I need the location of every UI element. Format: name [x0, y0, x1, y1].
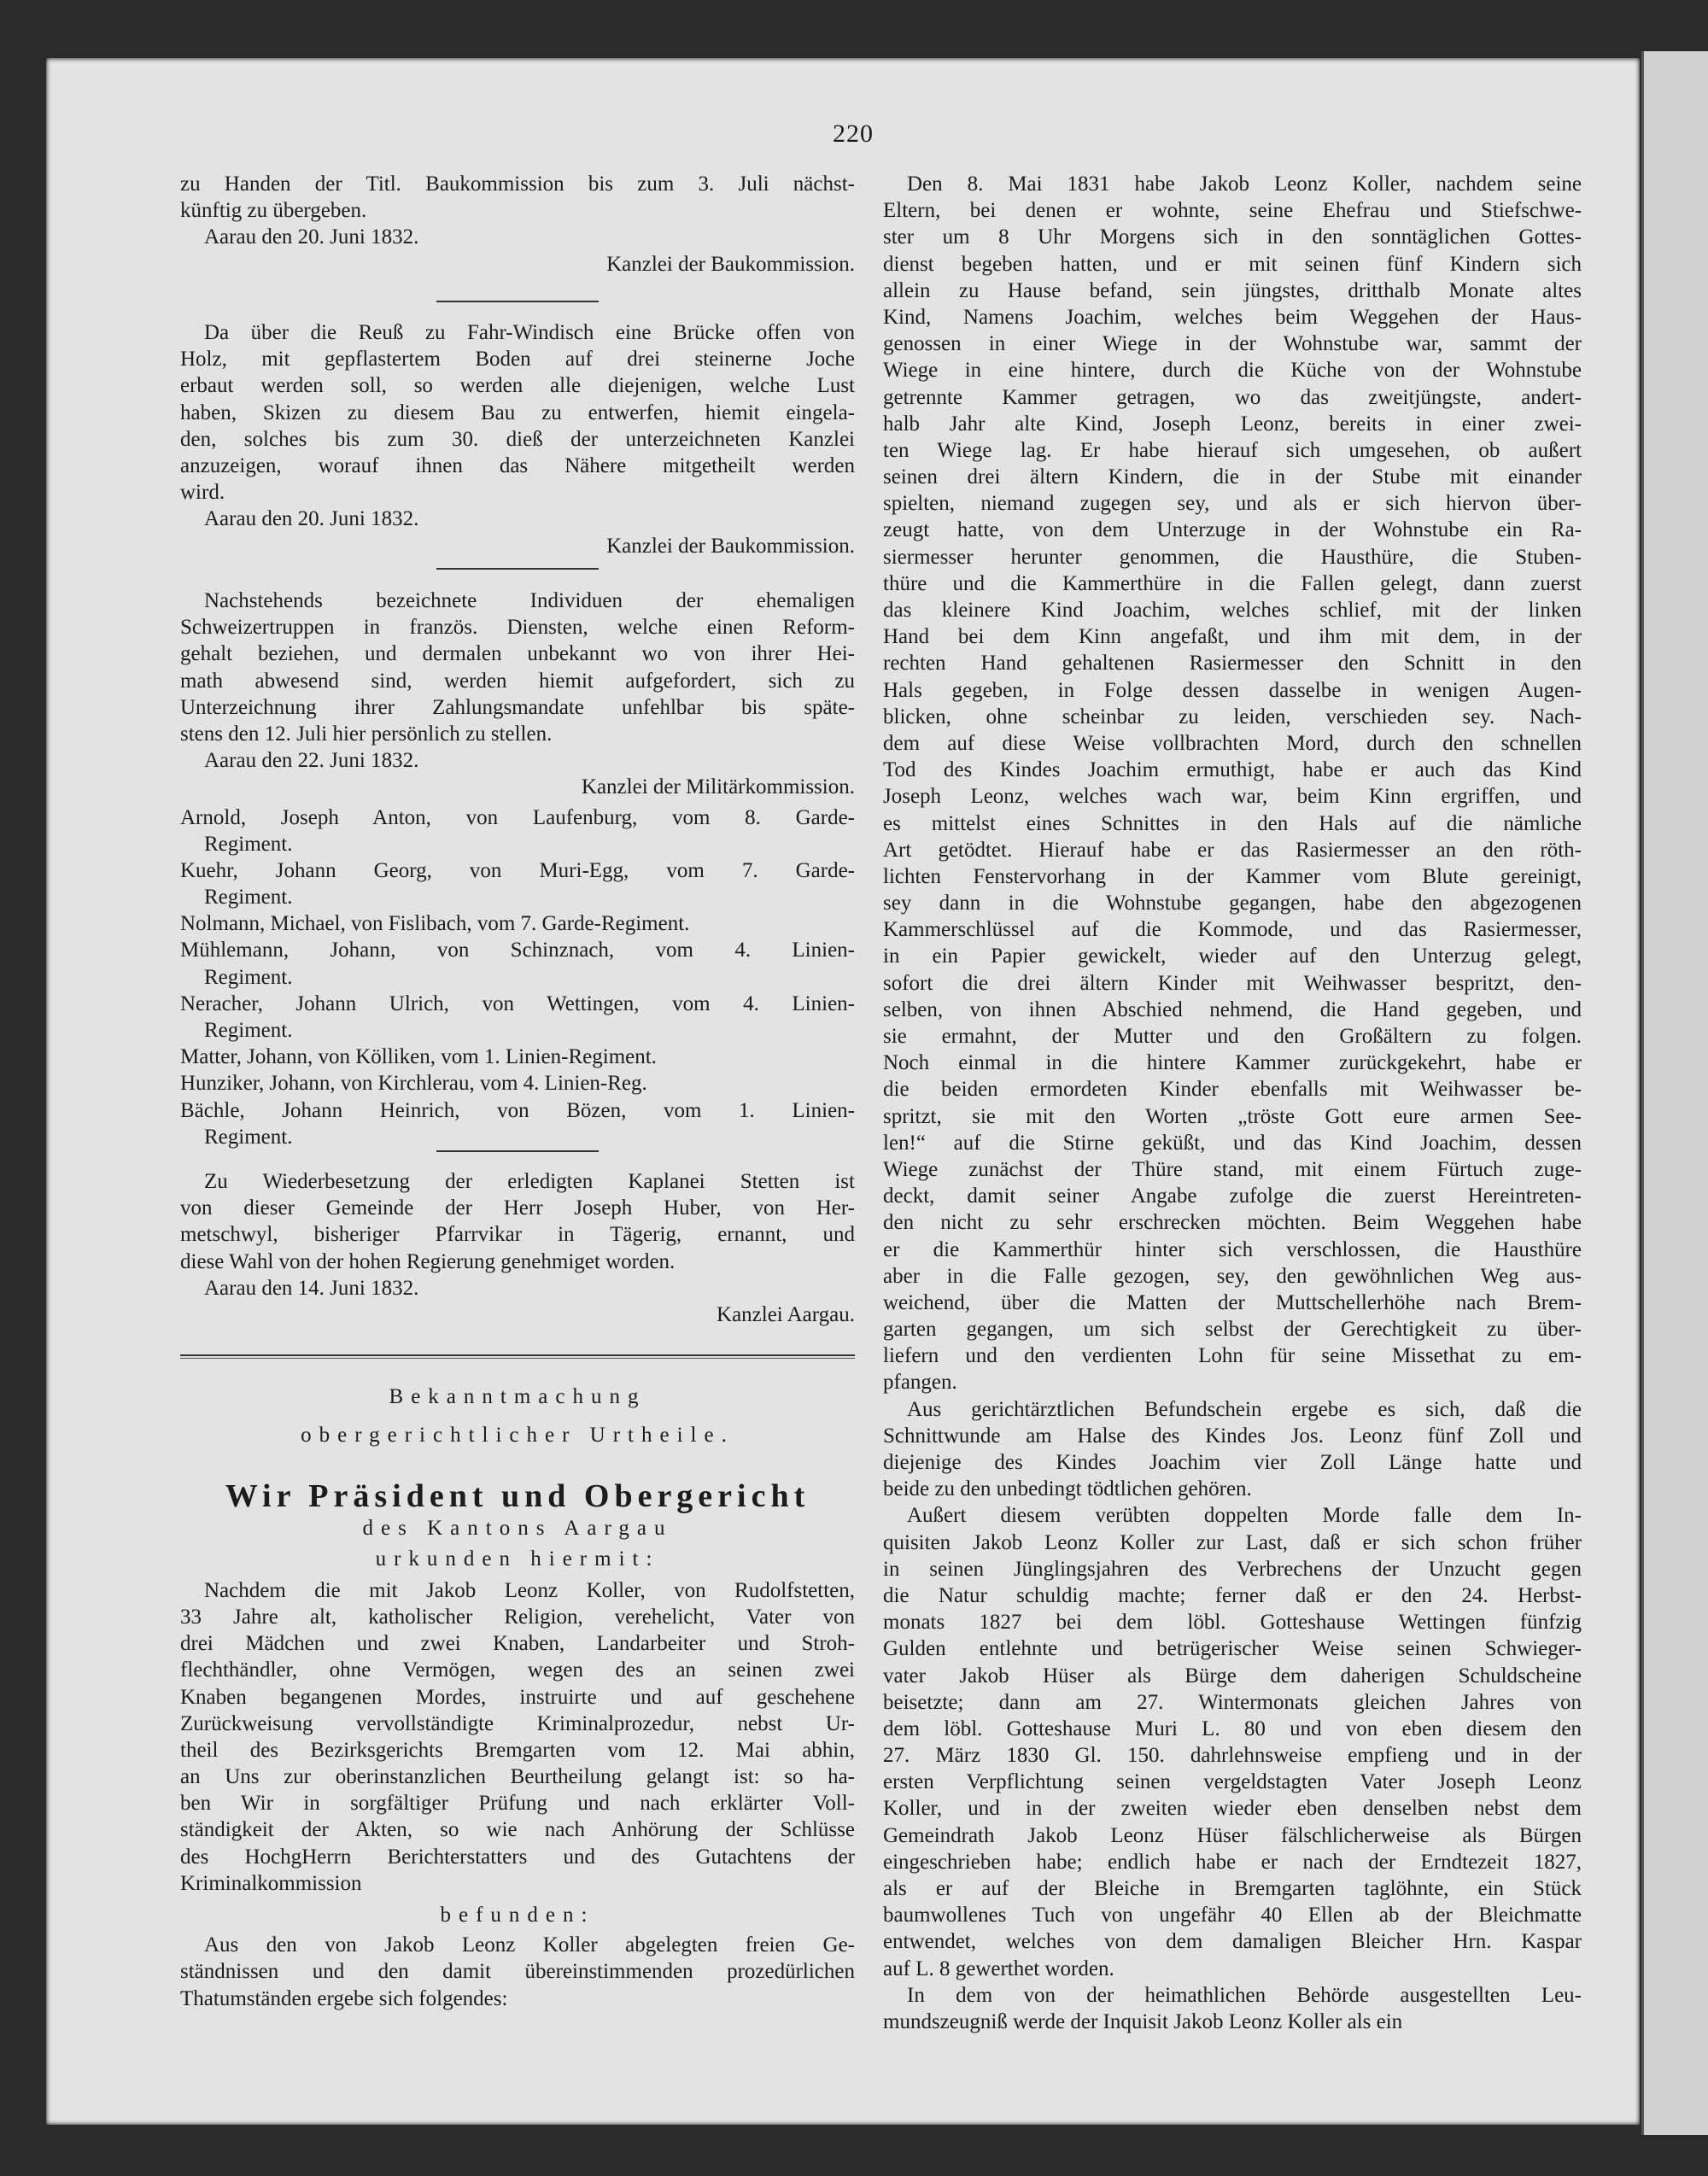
text-line: beisetzte; dann am 27. Wintermonats gleichen Jahres von — [883, 1690, 1582, 1714]
text-line: Kuehr, Johann Georg, von Muri-Egg, vom 7. Garde- — [180, 858, 855, 882]
text-line: er die Kammerthür hinter sich verschlossen, die Hausthüre — [883, 1237, 1582, 1261]
soldier-entry — [180, 1044, 855, 1070]
notice-signature: Kanzlei der Baukommission. — [606, 534, 855, 558]
text-line: Außert diesem verübten doppelten Morde falle dem In- — [907, 1504, 1582, 1528]
paragraph — [180, 171, 855, 224]
text-line: halb Jahr alte Kind, Joseph Leonz, bereits in einer zwei- — [883, 412, 1582, 436]
text-line: Tod des Kindes Joachim ermuthigt, habe er auch das Kind — [883, 758, 1582, 782]
text-line: stens den 12. Juli hier persönlich zu stellen. — [180, 722, 553, 746]
paragraph — [883, 1396, 1582, 1503]
text-line: garten gegangen, um sich selbst der Gerechtigkeit zu über- — [883, 1318, 1582, 1342]
text-line: es mittelst eines Schnittes in den Hals auf die nämliche — [883, 811, 1582, 835]
soldier-entry — [180, 910, 855, 937]
text-line: Da über die Reuß zu Fahr-Windisch eine Brücke offen von — [204, 321, 855, 344]
section-double-rule — [180, 1354, 855, 1359]
text-line: drei Mädchen und zwei Knaben, Landarbeiter und Stroh- — [180, 1632, 855, 1656]
text-line: monats 1827 bei dem löbl. Gotteshause Wettingen fünfzig — [883, 1611, 1582, 1635]
text-line: Nachdem die mit Jakob Leonz Koller, von Rudolfstetten, — [204, 1578, 855, 1602]
divider — [436, 1150, 599, 1152]
text-line: ersten Verpflichtung seinen vergeldstagten Vater Joseph Leonz — [883, 1770, 1582, 1794]
text-line: allein zu Hause befand, sein jüngstes, dritthalb Monate altes — [883, 278, 1582, 302]
text-line: Thatumständen ergebe sich folgendes: — [180, 1986, 508, 2010]
notice-signature: Kanzlei Aargau. — [717, 1302, 855, 1326]
text-line: Zu Wiederbesetzung der erledigten Kaplanei Stetten ist — [204, 1170, 855, 1193]
notice-date: Aarau den 20. Juni 1832. — [204, 507, 419, 531]
text-line: rechten Hand gehaltenen Rasiermesser den Schnitt in den — [883, 652, 1582, 676]
text-line: zeugt hatte, von dem Unterzuge in der Wohnstube ein Ra- — [883, 518, 1582, 542]
text-line: den, solches bis zum 30. dieß der unterzeichneten Kanzlei — [180, 427, 855, 451]
verdict-heading: Bekanntmachung — [389, 1385, 646, 1408]
text-line: math abwesend sind, werden hiemit aufgefordert, sich zu — [180, 669, 855, 693]
paragraph — [180, 1168, 855, 1275]
text-line: entwendet, welches von dem damaligen Bleicher Hrn. Kaspar — [883, 1930, 1582, 1954]
text-line: getrennte Kammer getragen, wo das zweitjüngste, andert- — [883, 385, 1582, 409]
paragraph — [180, 319, 855, 506]
text-line: Aus gerichtärztlichen Befundschein ergebe es sich, daß die — [907, 1397, 1582, 1421]
text-line: Regiment. — [204, 1125, 293, 1149]
text-line: diese Wahl von der hohen Regierung genehmiget worden. — [180, 1249, 676, 1273]
paragraph — [883, 1982, 1582, 2035]
text-line: diejenige des Kindes Joachim vier Zoll Länge hatte und — [883, 1451, 1582, 1474]
text-line: Knaben begangenen Mordes, instruirte und auf geschehene — [180, 1685, 855, 1709]
text-line: spielten, niemand zugegen sey, und als er sich hiervon über- — [883, 492, 1582, 516]
text-line: Hand bei dem Kinn angefaßt, und ihm mit dem, in der — [883, 625, 1582, 649]
text-line: Joseph Leonz, welches wach war, beim Kinn ergriffen, und — [883, 785, 1582, 809]
text-line: erbaut werden soll, so werden alle diejenigen, welche Lust — [180, 374, 855, 398]
text-line: haben, Skizen zu diesem Bau zu entwerfen, hiemit eingela- — [180, 401, 855, 424]
right-column — [883, 171, 1582, 2035]
text-line: auf L. 8 gewerthet worden. — [883, 1957, 1114, 1980]
soldier-entry — [180, 1097, 855, 1150]
text-line: Nachstehends bezeichnete Individuen der ehemaligen — [204, 589, 855, 612]
divider — [436, 568, 599, 570]
text-line: in ein Papier gewickelt, wieder auf den Unterzug gelegt, — [883, 945, 1582, 968]
notice-signature: Kanzlei der Militärkommission. — [581, 775, 855, 799]
text-line: liefern und den verdienten Lohn für seine Missethat zu em- — [883, 1344, 1582, 1368]
text-line: genossen in einer Wiege in der Wohnstube war, sammt der — [883, 332, 1582, 356]
text-line: Arnold, Joseph Anton, von Laufenburg, vom 8. Garde- — [180, 805, 855, 829]
text-line: Kind, Namens Joachim, welches beim Weggehen der Haus- — [883, 305, 1582, 329]
soldier-entry — [180, 857, 855, 910]
soldier-entry — [180, 1070, 855, 1097]
text-line: pfangen. — [883, 1371, 957, 1395]
text-line: zu Handen der Titl. Baukommission bis zum 3. Juli nächst- — [180, 173, 855, 196]
notice-date: Aarau den 14. Juni 1832. — [204, 1276, 419, 1300]
verdict-declaration: urkunden hiermit: — [375, 1547, 660, 1571]
soldier-entry — [180, 804, 855, 857]
paragraph — [883, 1502, 1582, 1981]
text-line: als er auf der Bleiche in Bremgarten taglöhnte, ein Stück — [883, 1877, 1582, 1900]
text-line: beide zu den unbedingt tödtlichen gehören. — [883, 1477, 1252, 1501]
text-line: künftig zu übergeben. — [180, 199, 367, 223]
text-line: den nicht zu sehr erschrecken möchten. Beim Weggehen habe — [883, 1211, 1582, 1235]
text-line: sofort die drei ältern Kinder mit Weihwasser bespritzt, den- — [883, 971, 1582, 995]
text-line: ten Wiege lag. Er habe hierauf sich umgesehen, ob außert — [883, 438, 1582, 462]
text-line: sie ermahnt, der Mutter und den Großältern zu folgen. — [883, 1025, 1582, 1048]
page-number: 220 — [833, 120, 874, 148]
verdict-section — [180, 1383, 855, 2012]
text-line: quisiten Jakob Leonz Koller zur Last, daß er sich schon früher — [883, 1530, 1582, 1554]
notice-chaplaincy — [180, 1168, 855, 1328]
text-line: Hals gegeben, in Folge dessen dasselbe in wenigen Augen- — [883, 678, 1582, 702]
text-line: eingeschrieben habe; endlich habe er nach der Erndtezeit 1827, — [883, 1850, 1582, 1874]
verdict-found: befunden: — [440, 1904, 595, 1927]
text-line: wird. — [180, 481, 225, 505]
soldier-entry — [180, 991, 855, 1044]
notice-signature: Kanzlei der Baukommission. — [606, 252, 855, 276]
text-line: aber in die Falle gezogen, sey, den gewöhnlichen Weg aus- — [883, 1264, 1582, 1288]
text-line: ständigkeit der Akten, so wie nach Anhörung der Schlüsse — [180, 1818, 855, 1842]
paragraph — [180, 1932, 855, 2012]
text-line: Koller, und in der zweiten wieder eben denselben nebst dem — [883, 1797, 1582, 1821]
text-line: Wiege zunächst der Thüre stand, mit einem Fürtuch zuge- — [883, 1157, 1582, 1181]
text-line: Matter, Johann, von Kölliken, vom 1. Linien-Regiment. — [180, 1045, 657, 1069]
text-line: theil des Bezirksgerichts Bremgarten vom 12. Mai abhin, — [180, 1738, 855, 1762]
notice-date: Aarau den 22. Juni 1832. — [204, 749, 419, 773]
text-line: Zurückweisung vervollständigte Kriminalprozedur, nebst Ur- — [180, 1711, 855, 1735]
text-line: des HochgHerrn Berichterstatters und des Gutachtens der — [180, 1845, 855, 1869]
text-line: Schnittwunde am Halse des Kindes Jos. Leonz fünf Zoll und — [883, 1424, 1582, 1448]
text-line: Regiment. — [204, 886, 293, 910]
text-line: blicken, ohne scheinbar zu leiden, verschieden sey. Nach- — [883, 705, 1582, 728]
text-line: lichten Fenstervorhang in der Kammer vom Blute gereinigt, — [883, 864, 1582, 888]
text-line: In dem von der heimathlichen Behörde ausgestellten Leu- — [907, 1983, 1582, 2007]
text-line: Noch einmal in die hintere Kammer zurückgekehrt, habe er — [883, 1051, 1582, 1075]
text-line: vater Jakob Hüser als Bürge dem daherigen Schuldscheine — [883, 1664, 1582, 1688]
text-line: in seinen Jünglingsjahren des Verbrechens der Unzucht gegen — [883, 1557, 1582, 1581]
text-line: spritzt, sie mit den Worten „tröste Gott eure armen See- — [883, 1104, 1582, 1128]
text-line: Art getödtet. Hierauf habe er das Rasiermesser an den röth- — [883, 838, 1582, 862]
text-line: Wiege in eine hintere, durch die Küche von der Wohnstube — [883, 359, 1582, 383]
text-line: 33 Jahre alt, katholischer Religion, verehelicht, Vater von — [180, 1605, 855, 1629]
text-line: ster um 8 Uhr Morgens sich in den sonntäglichen Gottes- — [883, 225, 1582, 249]
text-line: baumwollenes Tuch von ungefähr 40 Ellen ab der Bleichmatte — [883, 1904, 1582, 1927]
paragraph — [180, 1577, 855, 1897]
text-line: gehalt beziehen, und dermalen unbekannt wo von ihrer Hei- — [180, 642, 855, 666]
text-line: len!“ auf die Stirne geküßt, und das Kind Joachim, dessen — [883, 1131, 1582, 1155]
text-line: Regiment. — [204, 965, 293, 989]
next-page-edge — [1641, 51, 1708, 2135]
text-line: ständnissen und den damit übereinstimmenden prozedürlichen — [180, 1960, 855, 1984]
text-line: ben Wir in sorgfältiger Prüfung und nach erklärter Voll- — [180, 1792, 855, 1816]
text-line: Mühlemann, Johann, von Schinznach, vom 4. Linien- — [180, 939, 855, 962]
notice-baukommission-deadline — [180, 171, 855, 278]
text-line: thüre und die Kammerthüre in die Fallen gelegt, dann zuerst — [883, 571, 1582, 595]
text-line: von dieser Gemeinde der Herr Joseph Huber, von Her- — [180, 1196, 855, 1220]
text-line: sey dann in die Wohnstube gegangen, habe den abgezogenen — [883, 892, 1582, 915]
text-line: dem auf diese Weise vollbrachten Mord, durch den schnellen — [883, 731, 1582, 755]
text-line: Bächle, Johann Heinrich, von Bözen, vom 1. Linien- — [180, 1098, 855, 1122]
text-line: Gemeindrath Jakob Leonz Hüser fälschlicherweise als Bürgen — [883, 1823, 1582, 1847]
paragraph — [180, 588, 855, 747]
text-line: Holz, mit gepflastertem Boden auf drei steinerne Joche — [180, 348, 855, 371]
text-line: seinen drei ältern Kindern, die in der Stube mit einander — [883, 465, 1582, 489]
text-line: das kleinere Kind Joachim, welches schlief, mit der linken — [883, 599, 1582, 622]
text-line: Aus den von Jakob Leonz Koller abgelegten freien Ge- — [204, 1933, 855, 1957]
text-line: anzuzeigen, worauf ihnen das Nähere mitgetheilt werden — [180, 453, 855, 477]
text-line: selben, von ihnen Abschied nehmend, die Hand gegeben, und — [883, 997, 1582, 1021]
text-line: deckt, damit seiner Angabe zufolge die zuerst Hereintreten- — [883, 1185, 1582, 1208]
text-line: dem löbl. Gotteshause Muri L. 80 und von eben diesem den — [883, 1717, 1582, 1740]
text-line: Den 8. Mai 1831 habe Jakob Leonz Koller, nachdem seine — [907, 173, 1582, 196]
notice-date: Aarau den 20. Juni 1832. — [204, 225, 419, 249]
text-line: Kriminalkommission — [180, 1871, 362, 1895]
text-line: 27. März 1830 Gl. 150. dahrlehnsweise empfieng und in der — [883, 1744, 1582, 1768]
text-line: an Uns zur oberinstanzlichen Beurtheilung gelangt ist: so ha- — [180, 1765, 855, 1789]
text-line: siermesser herunter genommen, die Hausthüre, die Stuben- — [883, 545, 1582, 569]
text-line: Unterzeichnung ihrer Zahlungsmandate unfehlbar bis späte- — [180, 695, 855, 719]
text-line: dienst begeben hatten, und er mit seinen fünf Kindern sich — [883, 252, 1582, 276]
soldier-entry — [180, 937, 855, 990]
text-line: Regiment. — [204, 1019, 293, 1042]
text-line: Gulden entlehnte und betrügerischer Weise seinen Schwieger- — [883, 1637, 1582, 1661]
text-line: Eltern, bei denen er wohnte, seine Ehefrau und Stiefschwe- — [883, 199, 1582, 223]
text-line: Hunziker, Johann, von Kirchlerau, vom 4. Linien-Reg. — [180, 1072, 647, 1096]
notice-military-individuals — [180, 588, 855, 1150]
divider — [436, 301, 599, 302]
text-line: die beiden ermordeten Kinder ebenfalls mit Weihwasser be- — [883, 1078, 1582, 1102]
text-line: Schweizertruppen in französ. Diensten, welche einen Reform- — [180, 616, 855, 640]
verdict-subheading: obergerichtlicher Urtheile. — [301, 1424, 734, 1448]
text-line: Neracher, Johann Ulrich, von Wettingen, vom 4. Linien- — [180, 991, 855, 1015]
notice-bridge-sketches — [180, 319, 855, 559]
text-line: metschwyl, bisheriger Pfarrvikar in Tägerig, ernannt, und — [180, 1223, 855, 1247]
paragraph — [883, 171, 1582, 1396]
verdict-court: des Kantons Aargau — [362, 1517, 673, 1541]
left-column — [180, 0, 855, 2176]
text-line: die Natur schuldig machte; ferner daß er den 24. Herbst- — [883, 1583, 1582, 1607]
text-line: Kammerschlüssel auf die Kommode, und das Rasiermesser, — [883, 918, 1582, 942]
soldier-list — [180, 804, 855, 1150]
text-line: Nolmann, Michael, von Fislibach, vom 7. Garde-Regiment. — [180, 912, 690, 936]
verdict-title: Wir Präsident und Obergericht — [225, 1478, 810, 1515]
text-line: mundszeugniß werde der Inquisit Jakob Leonz Koller als ein — [883, 2009, 1403, 2033]
text-line: weichend, über die Matten der Muttschellerhöhe nach Brem- — [883, 1290, 1582, 1314]
text-line: flechthändler, ohne Vermögen, wegen des an seinen zwei — [180, 1658, 855, 1682]
text-line: Regiment. — [204, 832, 293, 856]
